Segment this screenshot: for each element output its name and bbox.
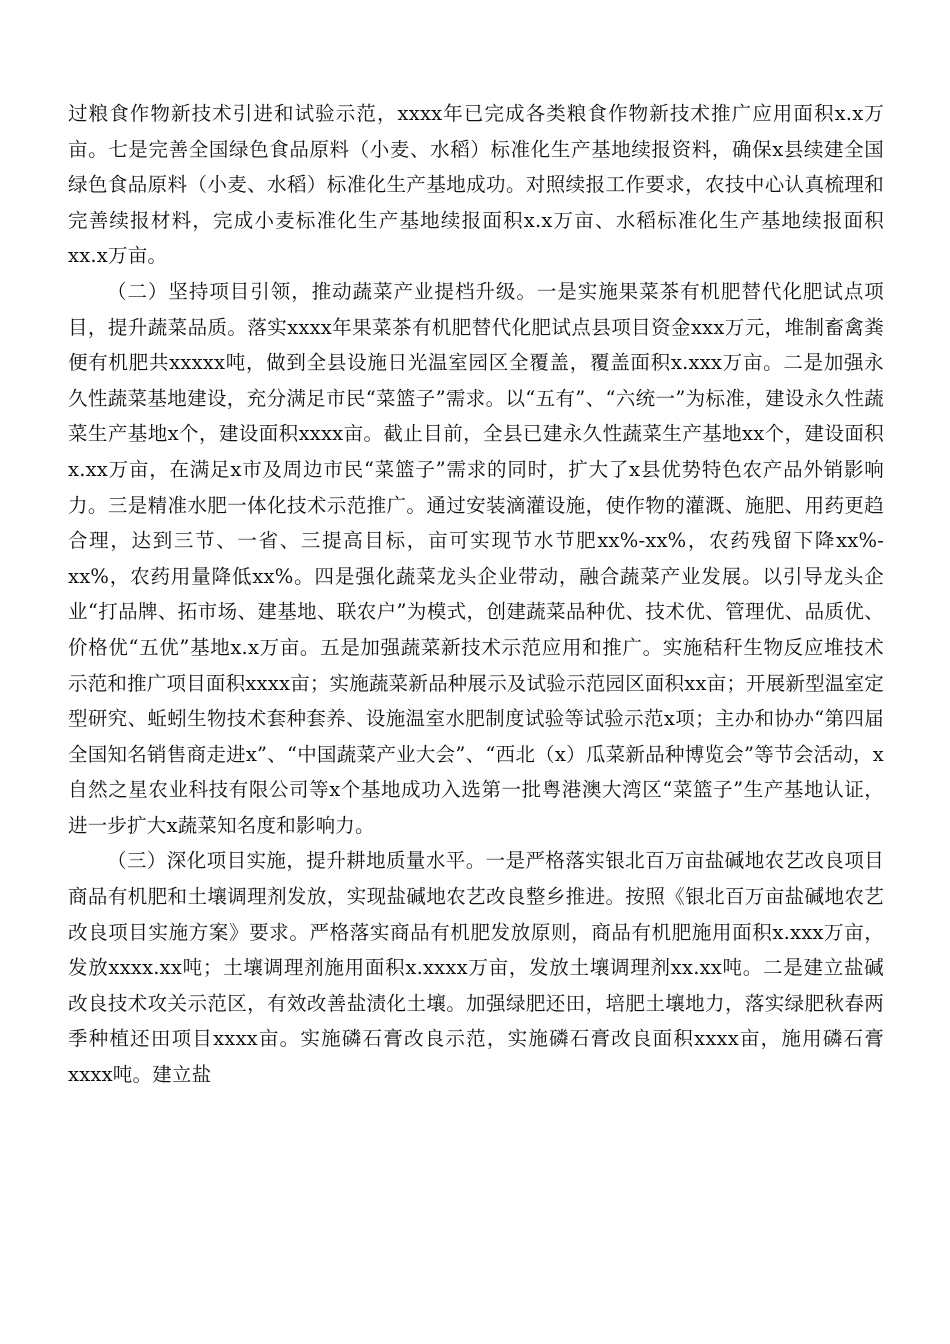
paragraph-continuation: 过粮食作物新技术引进和试验示范，xxxx年已完成各类粮食作物新技术推广应用面积x.x万亩。七是完善全国绿色食品原料（小麦、水稻）标准化生产基地续报资料，确保x县续建全国绿色食品原料（小麦、水稻）标准化生产基地成功。对照续报工作要求，农技中心认真梳理和完善续报材料，完成小麦标准化生产基地续报面积x.x万亩、水稻标准化生产基地续报面积xx.x万亩。 [68, 102, 884, 268]
paragraph-farmland-quality: （三）深化项目实施，提升耕地质量水平。一是严格落实银北百万亩盐碱地农艺改良项目商品有机肥和土壤调理剂发放，实现盐碱地农艺改良整乡推进。按照《银北百万亩盐碱地农艺改良项目实施方案》要求。严格落实商品有机肥发放原则，商品有机肥施用面积x.xxx万亩，发放xxxx.xx吨；土壤调理剂施用面积x.xxxx万亩，发放土壤调理剂xx.xx吨。二是建立盐碱改良技术攻关示范区，有效改善盐渍化土壤。加强绿肥还田，培肥土壤地力，落实绿肥秋春两季种植还田项目xxxx亩。实施磷石膏改良示范，实施磷石膏改良面积xxxx亩，施用磷石膏xxxx吨。建立盐 [68, 849, 884, 1087]
paragraph-vegetable-industry: （二）坚持项目引领，推动蔬菜产业提档升级。一是实施果菜茶有机肥替代化肥试点项目，提升蔬菜品质。落实xxxx年果菜茶有机肥替代化肥试点县项目资金xxx万元，堆制畜禽粪便有机肥共xxxxx吨，做到全县设施日光温室园区全覆盖，覆盖面积x.xxx万亩。二是加强永久性蔬菜基地建设，充分满足市民“菜篮子”需求。以“五有”、“六统一”为标准，建设永久性蔬菜生产基地x个，建设面积xxxx亩。截止目前，全县已建永久性蔬菜生产基地xx个，建设面积x.xx万亩，在满足x市及周边市民“菜篮子”需求的同时，扩大了x县优势特色农产品外销影响力。三是精准水肥一体化技术示范推广。通过安装滴灌设施，使作物的灌溉、施肥、用药更趋合理，达到三节、一省、三提高目标，亩可实现节水节肥xx%-xx%，农药残留下降xx%-xx%，农药用量降低xx%。四是强化蔬菜龙头企业带动，融合蔬菜产业发展。以引导龙头企业“打品牌、拓市场、建基地、联农户”为模式，创建蔬菜品种优、技术优、管理优、品质优、价格优“五优”基地x.x万亩。五是加强蔬菜新技术示范应用和推广。实施秸秆生物反应堆技术示范和推广项目面积xxxx亩；实施蔬菜新品种展示及试验示范园区面积xx亩；开展新型温室定型研究、蚯蚓生物技术套种套养、设施温室水肥制度试验等试验示范x项；主办和协办“第四届全国知名销售商走进x”、“中国蔬菜产业大会”、“西北（x）瓜菜新品种博览会”等节会活动，x自然之星农业科技有限公司等x个基地成功入选第一批粤港澳大湾区“菜篮子”生产基地认证，进一步扩大x蔬菜知名度和影响力。 [68, 279, 884, 837]
document-body [68, 96, 884, 1093]
